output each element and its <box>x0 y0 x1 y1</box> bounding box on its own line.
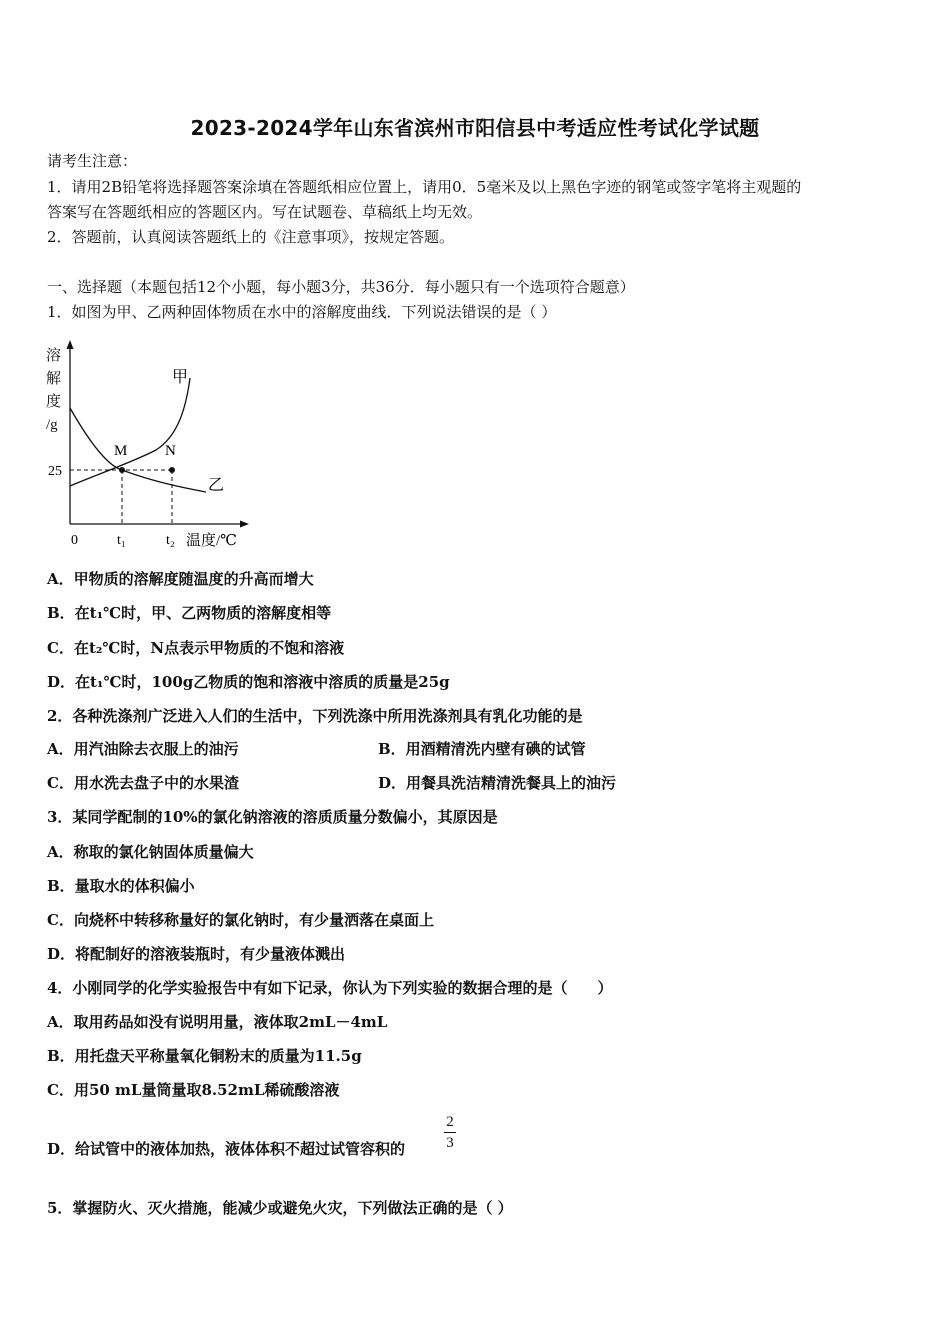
origin-label: 0 <box>71 533 78 548</box>
question-4-stem: 4．小刚同学的化学实验报告中有如下记录，你认为下列实验的数据合理的是（ ） <box>47 979 613 997</box>
fraction-denominator: 3 <box>446 1135 454 1151</box>
notice-line-2: 2．答题前，认真阅读答题纸上的《注意事项》，按规定答题。 <box>47 228 455 246</box>
point-n <box>169 467 175 473</box>
label-jia: 甲 <box>172 369 189 386</box>
label-m: M <box>114 443 128 459</box>
notice-line-1a: 1．请用2B铅笔将选择题答案涂填在答题纸相应位置上，请用0．5毫米及以上黑色字迹的钢笔或签字笔将主观题的 <box>47 178 802 196</box>
x-tick-t2: t₂ <box>166 533 175 548</box>
x-tick-t1: t₁ <box>117 533 126 548</box>
notice-line-1b: 答案写在答题纸相应的答题区内。写在试题卷、草稿纸上均无效。 <box>47 203 483 221</box>
question-3-stem: 3．某同学配制的10%的氯化钠溶液的溶质质量分数偏小，其原因是 <box>47 808 498 826</box>
notice-heading: 请考生注意： <box>47 152 138 170</box>
q3-option-c: C．向烧杯中转移称量好的氯化钠时，有少量洒落在桌面上 <box>47 911 434 929</box>
point-m <box>119 467 125 473</box>
q1-option-b: B．在t₁℃时，甲、乙两物质的溶解度相等 <box>47 604 332 622</box>
curve-yi <box>70 408 206 492</box>
q1-option-d: D．在t₁℃时，100g乙物质的饱和溶液中溶质的质量是25g <box>47 673 450 691</box>
q4-option-b: B．用托盘天平称量氧化铜粉末的质量为11.5g <box>47 1047 362 1065</box>
label-yi: 乙 <box>208 477 225 494</box>
y-axis-label <box>46 347 61 433</box>
section-heading: 一、选择题（本题包括12个小题，每小题3分，共36分．每小题只有一个选项符合题意） <box>47 278 635 296</box>
y-label-char: 度 <box>46 394 62 410</box>
y-label-char: 解 <box>46 371 62 387</box>
q4-option-c: C．用50 mL量筒量取8.52mL稀硫酸溶液 <box>47 1081 340 1099</box>
y-label-char: /g <box>46 417 58 433</box>
q2-option-b: B．用酒精清洗内壁有碘的试管 <box>378 740 586 758</box>
q3-option-d: D．将配制好的溶液装瓶时，有少量液体溅出 <box>47 945 346 963</box>
q4-option-d: D．给试管中的液体加热，液体体积不超过试管容积的 <box>47 1140 406 1158</box>
q4-option-a: A．取用药品如没有说明用量，液体取2mL－4mL <box>47 1013 388 1031</box>
question-2-stem: 2．各种洗涤剂广泛进入人们的生活中，下列洗涤中所用洗涤剂具有乳化功能的是 <box>47 707 583 725</box>
q2-option-a: A．用汽油除去衣服上的油污 <box>47 740 239 758</box>
fraction-two-thirds <box>444 1113 456 1152</box>
page-title: 2023-2024学年山东省滨州市阳信县中考适应性考试化学试题 <box>190 116 760 140</box>
label-n: N <box>165 443 176 459</box>
x-axis-arrow <box>240 521 249 528</box>
q1-option-a: A．甲物质的溶解度随温度的升高而增大 <box>47 570 314 588</box>
q3-option-b: B．量取水的体积偏小 <box>47 877 195 895</box>
q3-option-a: A．称取的氯化钠固体质量偏大 <box>47 843 254 861</box>
q2-option-c: C．用水洗去盘子中的水果渣 <box>47 774 239 792</box>
q2-option-d: D．用餐具洗洁精清洗餐具上的油污 <box>378 774 617 792</box>
fraction-numerator: 2 <box>446 1114 454 1130</box>
y-axis-arrow <box>67 340 74 349</box>
y-label-char: 溶 <box>46 348 62 364</box>
y-tick-25: 25 <box>48 464 62 479</box>
fraction-bar <box>444 1132 456 1133</box>
q1-option-c: C．在t₂℃时，N点表示甲物质的不饱和溶液 <box>47 639 345 657</box>
question-5-stem: 5．掌握防火、灭火措施，能减少或避免火灾，下列做法正确的是（ ） <box>47 1199 513 1217</box>
x-axis-label: 温度/℃ <box>186 533 237 549</box>
solubility-chart <box>38 338 258 558</box>
question-1-stem: 1．如图为甲、乙两种固体物质在水中的溶解度曲线．下列说法错误的是（ ） <box>47 303 557 321</box>
